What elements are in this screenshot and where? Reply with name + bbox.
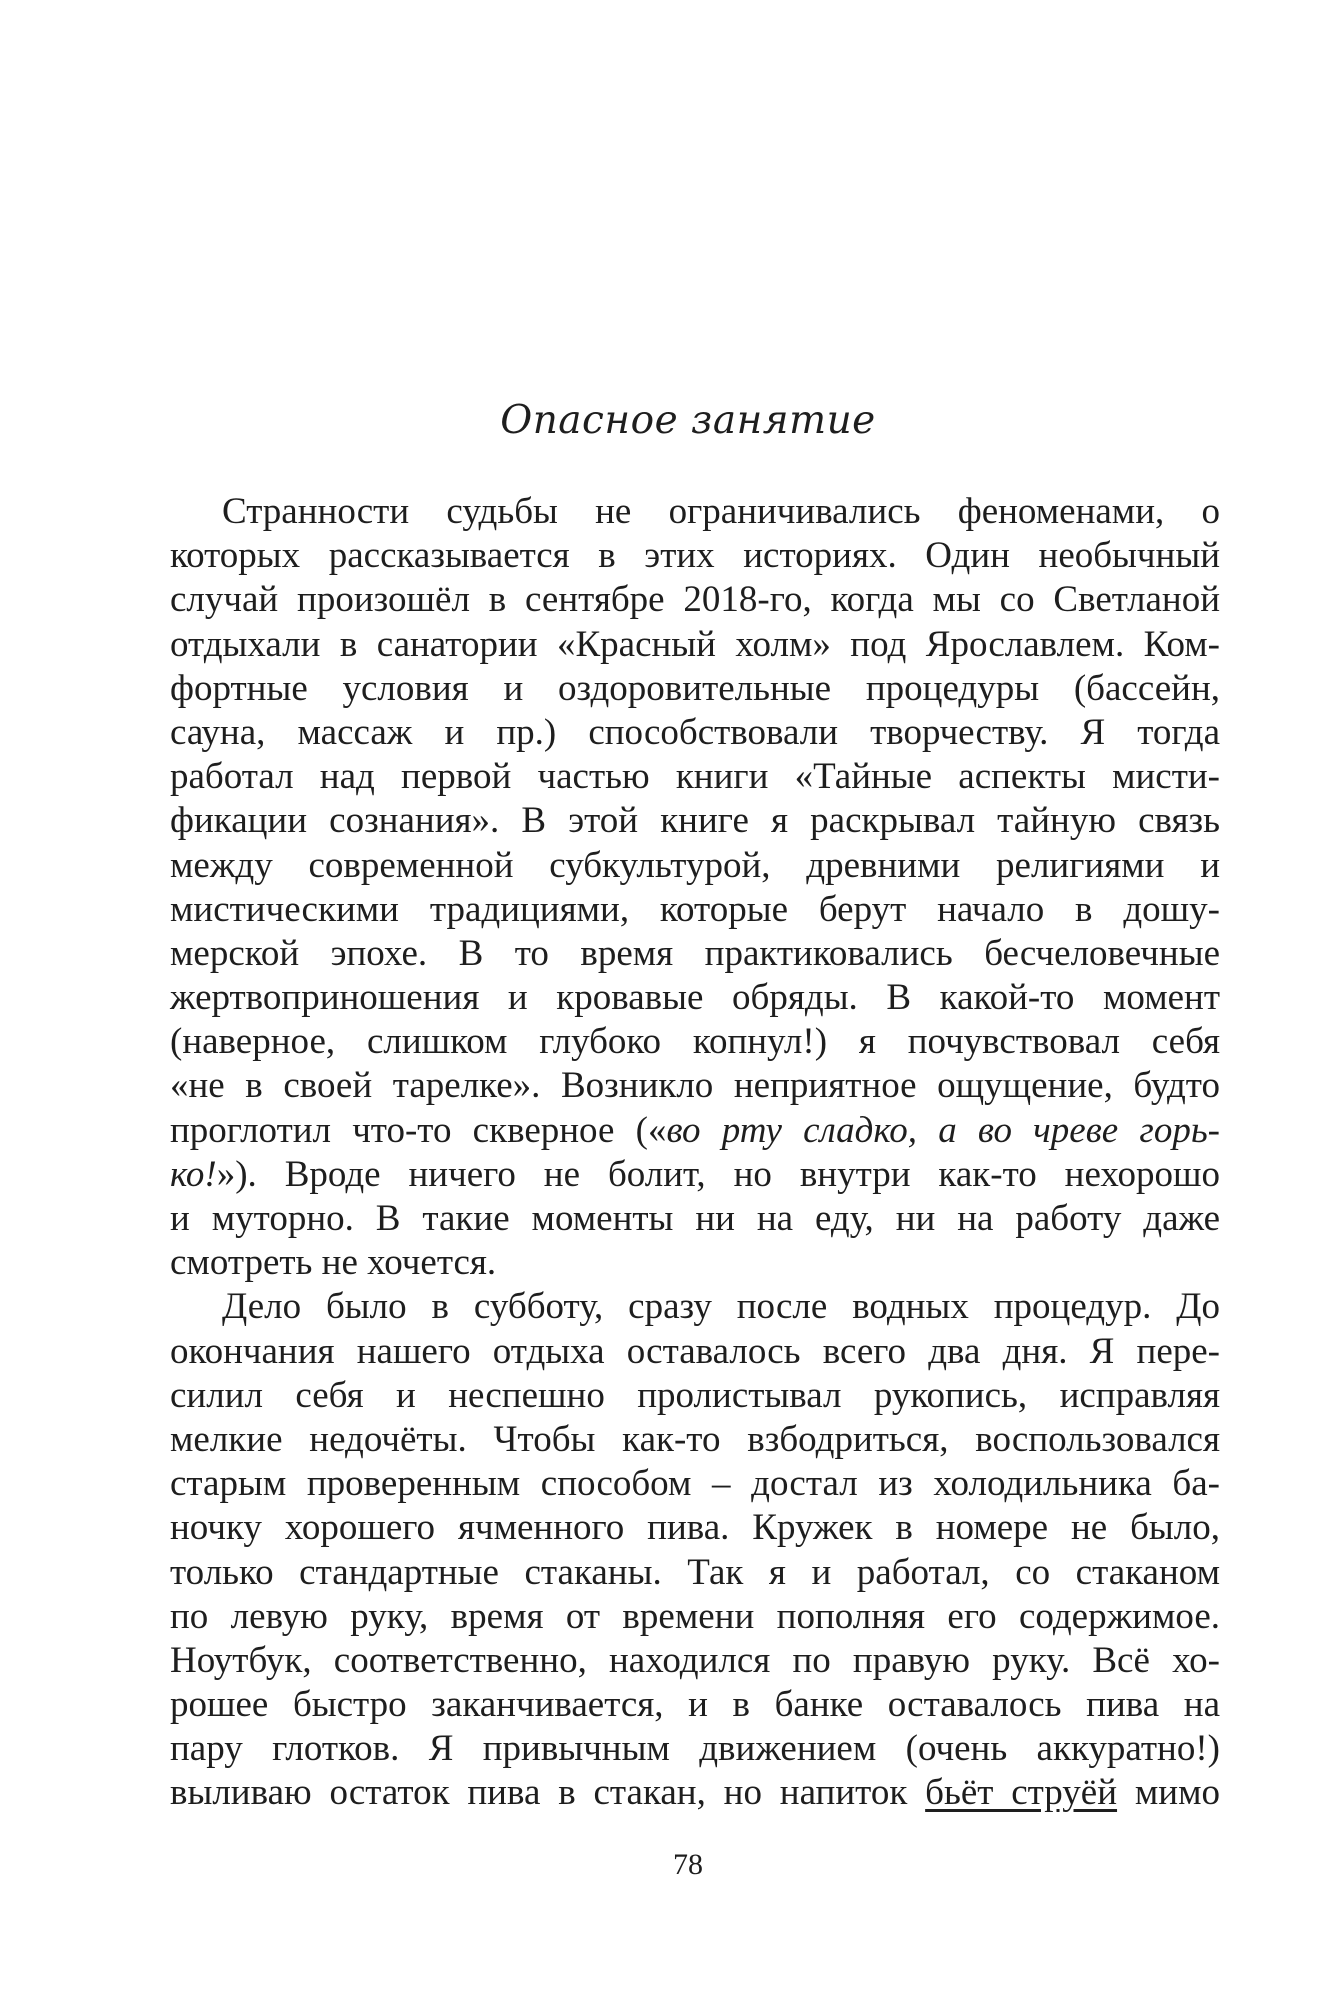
text-line: только стандартные стаканы. Так я и работал, со стаканом [170, 1551, 1220, 1593]
text-line: смотреть не хочется. [170, 1242, 497, 1284]
text-line: по левую руку, время от времени пополняя его содержимое. [170, 1595, 1220, 1637]
text-segment: »). Вроде ничего не болит, но внутри как-то нехорошо [216, 1153, 1220, 1195]
text-segment: выливаю остаток пива в стакан, но напиток [170, 1772, 926, 1814]
text-line: ночку хорошего ячменного пива. Кружек в номере не было, [170, 1507, 1220, 1549]
text-line [170, 1771, 1220, 1815]
body-text [170, 490, 1220, 1816]
text-line: окончания нашего отдыха оставалось всего два дня. Я пере- [170, 1330, 1220, 1372]
text-line: мистическими традициями, которые берут начало в дошу- [170, 888, 1220, 930]
underlined-text: бьёт струёй [925, 1772, 1118, 1814]
chapter-title: Опасное занятие [500, 398, 876, 443]
text-line: между современной субкультурой, древними религиями и [170, 844, 1220, 886]
text-line: сауна, массаж и пр.) способствовали творчеству. Я тогда [170, 711, 1220, 753]
text-line [170, 1153, 1220, 1197]
quote-italic: ко! [170, 1153, 217, 1195]
text-segment: мимо [1117, 1772, 1221, 1814]
text-line: которых рассказывается в этих историях. Один необычный [170, 535, 1220, 577]
text-line: фикации сознания». В этой книге я раскрывал тайную связь [170, 800, 1220, 842]
text-line: мелкие недочёты. Чтобы как-то взбодриться, воспользовался [170, 1418, 1220, 1460]
page-number: 78 [673, 1848, 703, 1881]
text-line: случай произошёл в сентябре 2018-го, когда мы со Светланой [170, 579, 1220, 621]
text-line: Странности судьбы не ограничивались феноменами, о [222, 491, 1220, 532]
quote-italic: во рту сладко, а во чреве горь- [666, 1109, 1221, 1151]
text-line: старым проверенным способом – достал из холодильника ба- [170, 1463, 1220, 1505]
text-line: Ноутбук, соответственно, находился по правую руку. Всё хо- [170, 1639, 1220, 1681]
text-line: фортные условия и оздоровительные процедуры (бассейн, [170, 667, 1220, 709]
text-segment: проглотил что-то скверное (« [170, 1109, 667, 1151]
text-line: жертвоприношения и кровавые обряды. В какой-то момент [170, 977, 1220, 1019]
text-line: (наверное, слишком глубоко копнул!) я почувствовал себя [170, 1021, 1220, 1063]
text-line: мерской эпохе. В то время практиковались бесчеловечные [170, 932, 1220, 974]
text-line: силил себя и неспешно пролистывал рукопись, исправляя [170, 1374, 1220, 1416]
text-line: работал над первой частью книги «Тайные аспекты мисти- [170, 756, 1220, 798]
text-line: отдыхали в санатории «Красный холм» под Ярославлем. Ком- [170, 623, 1220, 665]
text-line: и муторно. В такие моменты ни на еду, ни на работу даже [170, 1198, 1220, 1239]
text-line [170, 1109, 1220, 1153]
text-line: «не в своей тарелке». Возникло неприятное ощущение, будто [170, 1065, 1220, 1107]
text-line: Дело было в субботу, сразу после водных процедур. До [222, 1286, 1220, 1328]
text-line: пару глотков. Я привычным движением (очень аккуратно!) [170, 1728, 1220, 1770]
text-line: рошее быстро заканчивается, и в банке оставалось пива на [170, 1684, 1220, 1726]
